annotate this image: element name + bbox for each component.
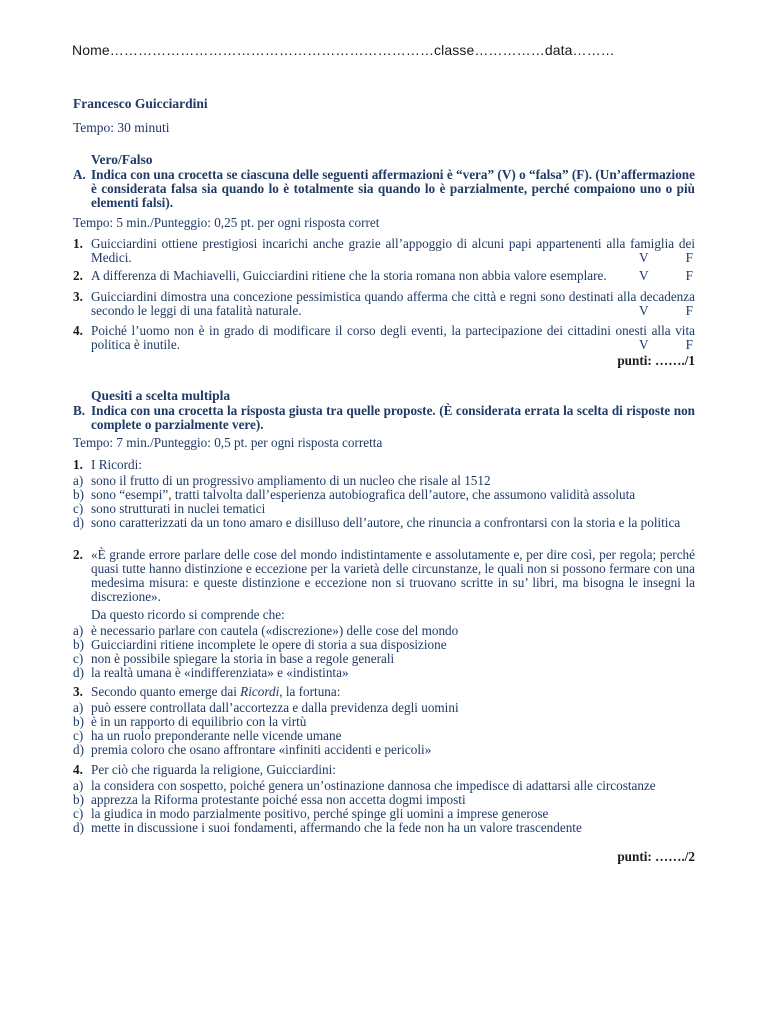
f-option[interactable]: F xyxy=(685,250,693,265)
section-a-instruction xyxy=(73,168,695,210)
answer-option[interactable] xyxy=(73,624,695,638)
item-number: 3. xyxy=(73,289,83,304)
answer-option[interactable] xyxy=(73,729,695,743)
answer-option[interactable] xyxy=(73,743,695,757)
v-option[interactable]: V xyxy=(639,303,649,318)
question-stem xyxy=(73,685,695,699)
quote-text: «È grande errore parlare delle cose del mondo indistintamente e assolutamente e, per dire così, per regola; perché quasi tutte hanno distinzione e eccezione per la varietà delle circunstanze, le quali non si possono fermare con una medesima misura: e queste distinzione e eccezione non si truovano scritte in su’ libri, ma bisogna le insegni la discrezione». xyxy=(91,547,695,604)
question-3 xyxy=(73,685,695,757)
question-stem xyxy=(73,458,695,472)
v-option[interactable]: V xyxy=(639,337,649,352)
answer-option[interactable] xyxy=(73,701,695,715)
answer-option[interactable] xyxy=(73,474,695,488)
option-text: non è possibile spiegare la storia in base a regole generali xyxy=(91,651,395,666)
vf-options xyxy=(639,338,695,352)
option-letter: b) xyxy=(73,637,84,652)
answer-option[interactable] xyxy=(73,488,695,502)
option-text: Guicciardini ritiene incomplete le opere di storia a sua disposizione xyxy=(91,637,447,652)
question-number: 2. xyxy=(73,547,83,562)
option-text: è in un rapporto di equilibrio con la virtù xyxy=(91,714,307,729)
option-text: la realtà umana è «indifferenziata» e «indistinta» xyxy=(91,665,349,680)
option-text: la giudica in modo parzialmente positivo, perché spinge gli uomini a imprese generose xyxy=(91,806,549,821)
option-letter: a) xyxy=(73,623,84,638)
answer-option[interactable] xyxy=(73,666,695,680)
option-letter: b) xyxy=(73,487,84,502)
item-text: Guicciardini ottiene prestigiosi incarichi anche grazie all’appoggio di alcuni papi appartenenti alla famiglia dei Medici. xyxy=(91,236,695,265)
item-text: A differenza di Machiavelli, Guicciardini ritiene che la storia romana non abbia valore esemplare. xyxy=(91,268,607,283)
section-b-instruction xyxy=(73,404,695,432)
question-stem xyxy=(73,548,695,604)
section-b-letter: B. xyxy=(73,403,86,418)
document-title: Francesco Guicciardini xyxy=(73,96,208,111)
option-text: è necessario parlare con cautela («discrezione») delle cose del mondo xyxy=(91,623,459,638)
name-class-date-line: Nome……………………………………………………………classe……………data……… xyxy=(72,42,615,58)
option-letter: b) xyxy=(73,792,84,807)
option-letter: a) xyxy=(73,473,84,488)
v-option[interactable]: V xyxy=(639,268,649,283)
answer-option[interactable] xyxy=(73,502,695,516)
section-a-timing: Tempo: 5 min./Punteggio: 0,25 pt. per ogni risposta corret xyxy=(73,215,380,230)
option-text: può essere controllata dall’accortezza e dalla previdenza degli uomini xyxy=(91,700,459,715)
vf-options xyxy=(639,251,695,265)
total-time: Tempo: 30 minuti xyxy=(73,120,170,135)
true-false-item xyxy=(73,237,695,265)
question-text-part: , la fortuna: xyxy=(279,684,341,699)
section-b-title: Quesiti a scelta multipla xyxy=(91,388,231,403)
option-text: sono caratterizzati da un tono amaro e disilluso dell’autore, che rinuncia a confrontarsi con la storia e la politica xyxy=(91,515,681,530)
answer-option[interactable] xyxy=(73,779,695,793)
option-letter: d) xyxy=(73,665,84,680)
question-number: 4. xyxy=(73,762,83,777)
answer-option[interactable] xyxy=(73,516,695,530)
option-letter: c) xyxy=(73,651,84,666)
option-letter: d) xyxy=(73,742,84,757)
question-stem xyxy=(73,763,695,777)
answer-option[interactable] xyxy=(73,793,695,807)
section-a-title: Vero/Falso xyxy=(91,152,153,167)
option-letter: c) xyxy=(73,501,84,516)
option-text: premia coloro che osano affrontare «infiniti accidenti e pericoli» xyxy=(91,742,432,757)
item-number: 4. xyxy=(73,323,83,338)
answer-option[interactable] xyxy=(73,807,695,821)
question-number: 3. xyxy=(73,684,83,699)
option-text: apprezza la Riforma protestante poiché essa non accetta dogmi imposti xyxy=(91,792,466,807)
f-option[interactable]: F xyxy=(685,337,693,352)
vf-options xyxy=(639,269,695,283)
true-false-item xyxy=(73,269,695,283)
option-text: sono il frutto di un progressivo ampliamento di un nucleo che risale al 1512 xyxy=(91,473,491,488)
option-letter: b) xyxy=(73,714,84,729)
question-text: I Ricordi: xyxy=(91,457,142,472)
answer-option[interactable] xyxy=(73,638,695,652)
question-text xyxy=(91,685,695,699)
option-text: la considera con sospetto, poiché genera un’ostinazione dannosa che impedisce di adattarsi alle circostanze xyxy=(91,778,656,793)
question-text-italic: Ricordi xyxy=(240,684,280,699)
section-b-timing: Tempo: 7 min./Punteggio: 0,5 pt. per ogni risposta corretta xyxy=(73,435,383,450)
option-letter: d) xyxy=(73,820,84,835)
question-text: Per ciò che riguarda la religione, Guicciardini: xyxy=(91,762,336,777)
vf-options xyxy=(639,304,695,318)
option-text: sono “esempi”, tratti talvolta dall’esperienza autobiografica dell’autore, che assumono validità assoluta xyxy=(91,487,636,502)
answer-option[interactable] xyxy=(73,821,695,835)
question-text-part: Secondo quanto emerge dai xyxy=(91,684,241,699)
section-b-instruction-text: Indica con una crocetta la risposta giusta tra quelle proposte. (È considerata errata la scelta di risposte non complete o parzialmente vere). xyxy=(91,403,695,432)
option-letter: c) xyxy=(73,806,84,821)
answer-option[interactable] xyxy=(73,652,695,666)
option-letter: a) xyxy=(73,778,84,793)
question-number: 1. xyxy=(73,457,83,472)
question-2 xyxy=(73,548,695,680)
item-number: 2. xyxy=(73,268,83,283)
section-a-letter: A. xyxy=(73,167,86,182)
question-intro: Da questo ricordo si comprende che: xyxy=(91,607,285,622)
item-text: Guicciardini dimostra una concezione pessimistica quando afferma che città e regni sono destinati alla decadenza secondo le leggi di una fatalità naturale. xyxy=(91,289,695,318)
f-option[interactable]: F xyxy=(685,303,693,318)
question-4 xyxy=(73,763,695,835)
section-a-points: punti: ……./1 xyxy=(617,353,695,368)
f-option[interactable]: F xyxy=(685,268,693,283)
option-text: ha un ruolo preponderante nelle vicende umane xyxy=(91,728,342,743)
option-letter: c) xyxy=(73,728,84,743)
true-false-item xyxy=(73,324,695,352)
option-letter: d) xyxy=(73,515,84,530)
option-text: mette in discussione i suoi fondamenti, affermando che la fede non ha un valore trascendente xyxy=(91,820,582,835)
answer-option[interactable] xyxy=(73,715,695,729)
v-option[interactable]: V xyxy=(639,250,649,265)
true-false-item xyxy=(73,290,695,318)
section-a-instruction-text: Indica con una crocetta se ciascuna delle seguenti affermazioni è “vera” (V) o “falsa” (F). (Un’affermazione è considerata falsa sia quando lo è totalmente sia quando lo è parzialmente, perché compaiono uno o più elementi falsi). xyxy=(91,167,695,210)
section-b-points: punti: ……./2 xyxy=(617,849,695,864)
item-number: 1. xyxy=(73,236,83,251)
option-letter: a) xyxy=(73,700,84,715)
item-text: Poiché l’uomo non è in grado di modificare il corso degli eventi, la partecipazione dei cittadini onesti alla vita politica è inutile. xyxy=(91,323,695,352)
question-1 xyxy=(73,458,695,530)
option-text: sono strutturati in nuclei tematici xyxy=(91,501,266,516)
